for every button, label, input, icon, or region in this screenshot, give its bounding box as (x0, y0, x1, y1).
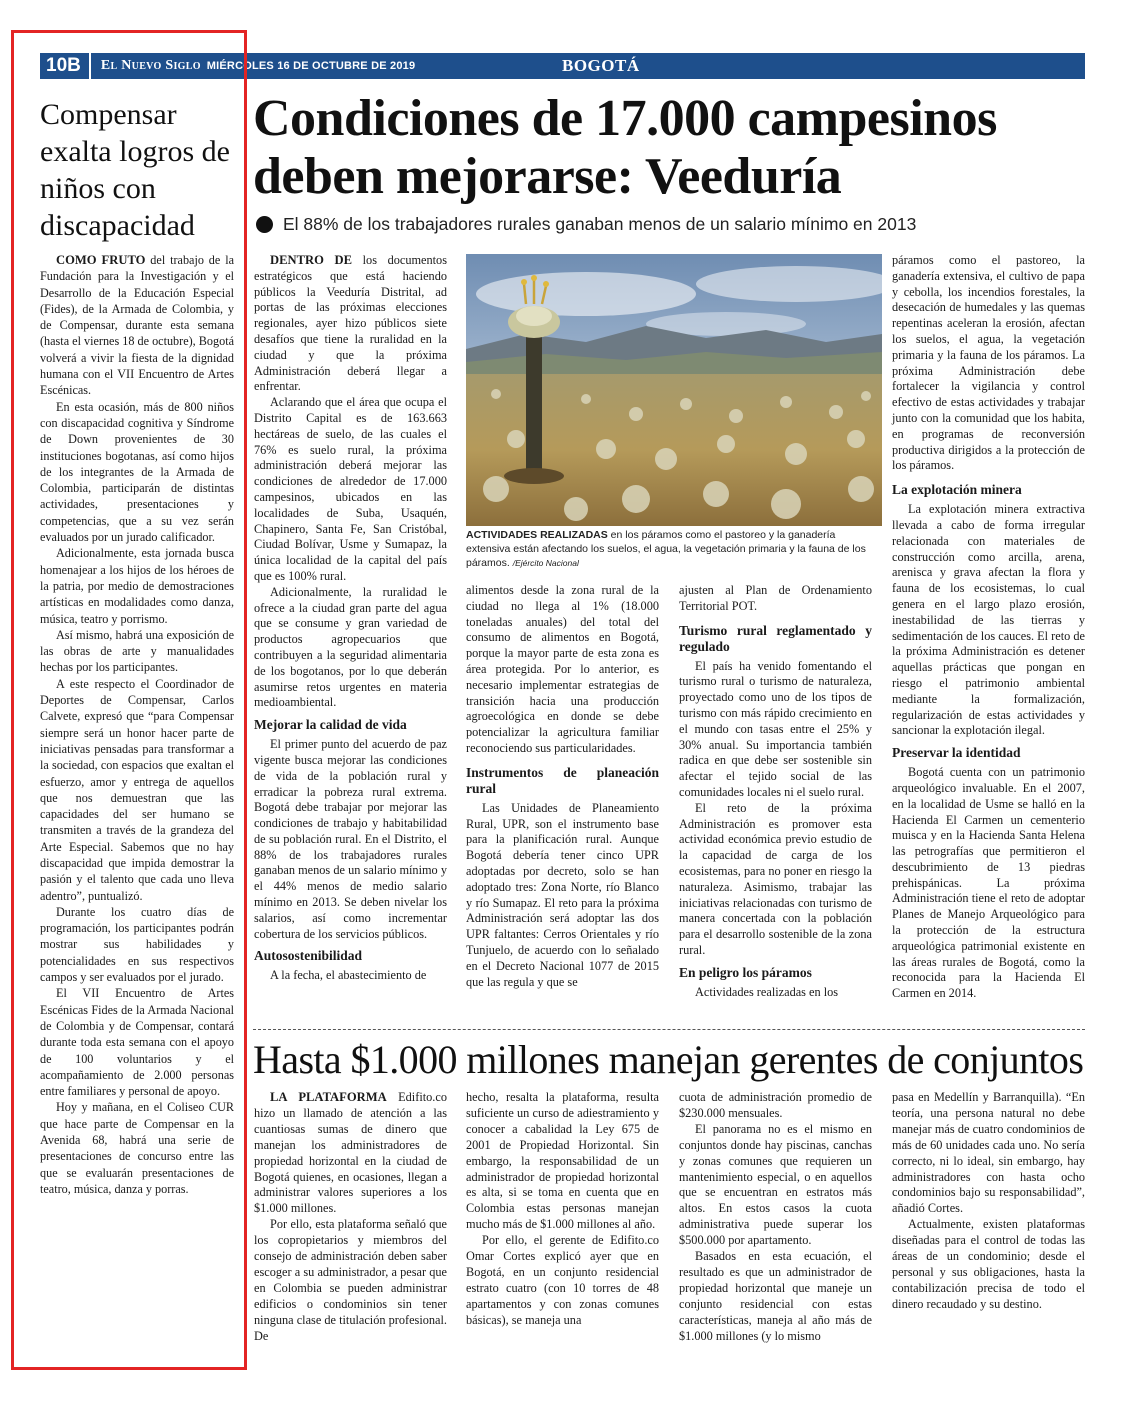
subhead: Autosostenibilidad (254, 948, 363, 964)
subhead: Preservar la identidad (892, 745, 1021, 761)
bottom-col1-paragraph: Por ello, esta plataforma señaló que los copropietarios y miembros del consejo de administración deben saber escoger a su administrador, a pesar que en Colombia se pueden administrar edificios o condominios sin tener ninguna clase de titulación profesional. De (254, 1217, 447, 1343)
bottom-col3-paragraph: cuota de administración promedio de $230.000 mensuales. (679, 1090, 872, 1120)
newspaper-name: El Nuevo Siglo (100, 58, 201, 73)
main-article-subtitle: El 88% de los trabajadores rurales ganaban menos de un salario mínimo en 2013 (256, 214, 1086, 235)
side-article-paragraph: Adicionalmente, esta jornada busca homenajear a los hijos de los héroes de la patria, por medio de demostraciones artísticas en modalidades como danza, música, teatro y porrismo. (40, 546, 234, 626)
bottom-col4-paragraph: Actualmente, existen plataformas diseñadas para el control de todas las áreas de un condominio; desde el personal y sus obligaciones, hasta la contabilización precisa de todo el dinero recaudado y su destino. (892, 1217, 1085, 1311)
side-article-paragraph: En esta ocasión, más de 800 niños con discapacidad cognitiva y Síndrome de Down provenientes de 30 instituciones bogotanas, así como hijos de los integrantes de la Armada de Colombia, participarán de distintas actividades, presentaciones y competencias, que a su vez serán evaluados por un jurado calificador. (40, 399, 234, 545)
page-number: 10B (40, 53, 91, 79)
main-article-col4 (892, 253, 1085, 1002)
main-col1-paragraph: DENTRO DE los documentos estratégicos que está haciendo públicos la Veeduría Distrital, ad portas de las próximas elecciones regionales, ayer hizo públicos siete desafíos que tiene la ruralidad en la ciudad y que la próxima Administración deberá llegar a enfrentar. (254, 253, 447, 394)
article-photo (466, 254, 882, 526)
main-col4-paragraph: Bogotá cuenta con un patrimonio arqueológico invaluable. En el 2007, en la localidad de Usme se halló en la Hacienda El Carmen un cementerio muisca y en la Hacienda Santa Helena las petrografías que permitieron el descubrimiento de 13 piedras prehispánicas. La próxima Administración tiene el reto de adoptar Planes de Manejo Arqueológico para la protección de la estructura arqueológica patrimonial existente en las áreas rurales de Bogotá, como la reconocida para la Hacienda El Carmen en 2014. (892, 765, 1085, 1001)
main-col1-paragraph: A la fecha, el abastecimiento de (270, 968, 427, 983)
main-col2-paragraph: alimentos desde la zona rural de la ciudad no llega al 1% (18.000 toneladas anuales) del total del consumo de alimentos en Bogotá, porque la mayor parte de esta zona es área protegida. Por lo anterior, es necesario implementar estrategias de transición hacia una producción agroecológica en donde se debe potencializar la agricultura familiar reconociendo sus particularidades. (466, 583, 659, 755)
side-article-paragraph: COMO FRUTO del trabajo de la Fundación para la Investigación y el Desarrollo de la Educación Especial (Fides), de la Armada de Colombia, y de Compensar, durante esta semana (hasta el viernes 18 de octubre), Bogotá volverá a vivir la fiesta de la dignidad humana con el VII Encuentro de Artes Escénicas. (40, 253, 234, 398)
main-col4-paragraph: La explotación minera extractiva llevada a cabo de forma irregular relacionada con materiales de construcción como arcilla, arena, arenisca y grava afectan la flora y fauna de los ecosistemas, lo cual genera en el largo plazo erosión, inestabilidad de las tierras y sedimentación de los cauces. El reto de la próxima Administración es detener aquellas prácticas que pongan en riesgo el patrimonio ambiental mediante la formalización, regularización de estas actividades y sancionar la explotación ilegal. (892, 502, 1085, 738)
side-article-paragraph: El VII Encuentro de Artes Escénicas Fides de la Armada Nacional de Colombia y de Compensar, contará durante toda esta semana con el apoyo de 100 voluntarios y el acompañamiento de 2.000 personas entre familiares y personal de apoyo. (40, 986, 234, 1099)
main-col1-paragraph: Aclarando que el área que ocupa el Distrito Capital es de 163.663 hectáreas de suelo, de las cuales el 76% es suelo rural, la próxima administración deberá mejorar las condiciones de alrededor de 17.000 campesinos, ubicados en las localidades de Suba, Usaquén, Chapinero, Santa Fe, San Cristóbal, Ciudad Bolívar, Usme y Sumapaz, la única localidad de la capital del país que es 100% rural. (254, 395, 447, 583)
photo-credit: /Ejército Nacional (512, 558, 579, 568)
bottom-article-col1 (254, 1090, 447, 1345)
side-article-title: Compensar exalta logros de niños con discapacidad (40, 98, 230, 242)
paramo-photo-image (466, 254, 882, 526)
main-article-col2 (466, 583, 659, 990)
side-article-paragraph: Durante los cuatro días de programación, los participantes podrán mostrar sus habilidades y potencialidades en sus respectivos campos y ser evaluados por el jurado. (40, 904, 234, 985)
bottom-article-title: Hasta $1.000 millones manejan gerentes de conjuntos (253, 1037, 1084, 1082)
bottom-article-col4 (892, 1090, 1085, 1313)
bottom-col2-paragraph: hecho, resalta la plataforma, resulta suficiente un curso de adiestramiento y conocer a cabalidad la Ley 675 de 2001 de Propiedad Horizontal. Sin embargo, la responsabilidad de un administrador de propiedad horizontal es alta, si se toma en cuenta que en Colombia estas personas manejan mucho más de $1.000 millones al año. (466, 1090, 659, 1232)
bottom-article-col2 (466, 1090, 659, 1329)
bottom-col1-paragraph: LA PLATAFORMA Edifito.co hizo un llamado de atención a las cuantiosas sumas de dinero que manejan los administradores de propiedad horizontal en la ciudad de Bogotá quienes, en ocasiones, llegan a administrar valores superiores a los $1.000 millones. (254, 1090, 447, 1216)
bottom-col2-paragraph: Por ello, el gerente de Edifito.co Omar Cortes explicó ayer que en Bogotá, en un conjunto residencial estrato cuatro (con 10 torres de 48 apartamentos y con zonas comunes básicas), se maneja una (466, 1233, 659, 1327)
photo-caption: ACTIVIDADES REALIZADAS en los páramos como el pastoreo y la ganadería extensiva están afectando los suelos, el agua, la vegetación primaria y la fauna de los páramos. /Ejército Nacional (466, 529, 866, 569)
main-col2-paragraph: Las Unidades de Planeamiento Rural, UPR, son el instrumento base para la planificación rural. Aunque Bogotá debería tener cinco UPR adoptadas por decreto, solo se han adoptado tres: Zona Norte, río Blanco y río Sumapaz. El reto para la próxima Administración será adoptar las dos UPR faltantes: Cerros Orientales y río Tunjuelo, de acuerdo con lo señalado en el Decreto Nacional 1077 de 2015 que las regula y que se (466, 800, 659, 989)
subhead: Mejorar la calidad de vida (254, 717, 407, 733)
lead-word: COMO FRUTO (56, 253, 146, 267)
side-article-body (40, 252, 234, 1197)
main-col4-paragraph: páramos como el pastoreo, la ganadería extensiva, el cultivo de papa y cebolla, los incendios forestales, la desecación de humedales y las quemas repentinas aceleran la erosión, afectan los suelos, el agua, la vegetación primaria y la fauna de los páramos. La próxima Administración debe fortalecer la vigilancia y control efectivo de estas actividades y trabajar junto con la comunidad que los habita, en programas de reconversión productiva dirigidos a la protección de los páramos. (892, 253, 1085, 473)
bullet-icon (256, 216, 273, 233)
lead-word: LA PLATAFORMA (270, 1090, 387, 1104)
bottom-col4-paragraph: pasa en Medellín y Barranquilla). “En teoría, una persona natural no debe manejar más de cuatro condominios de más de 60 unidades cada uno. No sería correcto, ni lo ideal, sin embargo, hay administradores con hasta ocho condominios bajo su responsabilidad”, añadió Cortes. (892, 1090, 1085, 1216)
main-col1-paragraph: Adicionalmente, la ruralidad le ofrece a la ciudad gran parte del agua que se consume y gran variedad de productos agropecuarios que contribuyen a la seguridad alimentaria de los bogotanos, por lo que deberán asumirse retos urgentes en materia medioambiental. (254, 584, 447, 710)
side-article-paragraph: A este respecto el Coordinador de Deportes de Compensar, Carlos Calvete, expresó que “para Compensar siempre será un honor hacer parte de iniciativas pensadas para transformar a la sociedad, con espacios que exaltan el esfuerzo, amor y entrega de aquellos que nos demuestran que las capacidades del ser humano se transmiten a través de la grandeza del Arte Especial. Sabemos que no hay discapacidad que impida demostrar la pasión y el talento que cada uno lleva adentro”, puntualizó. (40, 676, 234, 903)
main-col1-paragraph: El primer punto del acuerdo de paz vigente busca mejorar las condiciones de vida de la población rural y erradicar la pobreza rural extrema. Bogotá debe trabajar por mejorar las condiciones de trabajo y habitabilidad de su población rural. En el Distrito, el 88% de los trabajadores rurales ganaban menos de un salario mínimo y el 44% menos de medio salario mínimo en 2013. Se deben nivelar los salarios, así como incrementar cobertura de los servicios públicos. (254, 737, 447, 941)
subhead: En peligro los páramos (679, 964, 812, 980)
main-article-col1 (254, 253, 447, 984)
lead-word: DENTRO DE (270, 253, 353, 267)
bottom-col3-paragraph: Basados en esta ecuación, el resultado es que un administrador de propiedad horizontal que maneje un conjunto residencial con estas características, maneja al año más de $1.000 millones (y lo mismo (679, 1249, 872, 1343)
bottom-article-col3 (679, 1090, 872, 1345)
main-col3-paragraph: ajusten al Plan de Ordenamiento Territorial POT. (679, 583, 872, 613)
section-name: BOGOTÁ (562, 56, 640, 75)
side-article-paragraph: Hoy y mañana, en el Coliseo CUR que hace parte de Compensar en la Avenida 68, habrá una serie de presentaciones de concurso entre las que se evaluarán presentaciones de teatro, música, danza y porras. (40, 1100, 234, 1196)
main-article-title: Condiciones de 17.000 campesinos deben mejorarse: Veeduría (253, 90, 997, 205)
side-article-paragraph: Así mismo, habrá una exposición de las obras de arte y manualidades hechas por los participantes. (40, 627, 234, 675)
main-col3-paragraph: El país ha venido fomentando el turismo rural o turismo de naturaleza, proyectado como uno de los tipos de turismo con más rápido crecimiento en el mundo con tasas entre el 25% y 30% anual. Su importancia también radica en que debe ser sostenible sin afectar el tejido social de las comunidades locales ni el suelo rural. (679, 658, 872, 799)
main-article-col3 (679, 583, 872, 1001)
article-divider (253, 1029, 1085, 1030)
subhead: La explotación minera (892, 482, 1022, 498)
main-col3-paragraph: Actividades realizadas en los (695, 984, 839, 999)
subhead: Turismo rural reglamentado y regulado (679, 622, 872, 654)
bottom-col3-paragraph: El panorama no es el mismo en conjuntos donde hay piscinas, canchas y zonas comunes que requieren un mantenimiento especial, o en aquellos que se encuentran en estratos más altos. En estos casos la cuota administrativa puede superar los $500.000 por apartamento. (679, 1121, 872, 1248)
main-col3-paragraph: El reto de la próxima Administración es promover esta actividad económica previo estudio de la capacidad de carga de los ecosistemas, para no poner en riesgo la naturaleza. Asimismo, trabajar las iniciativas relacionadas con turismo de manera concertada con la población para el desarrollo sostenible de la zona rural. (679, 800, 872, 957)
issue-date: MIÉRCOLES 16 DE OCTUBRE DE 2019 (206, 60, 416, 72)
subhead: Instrumentos de planeación rural (466, 764, 659, 796)
